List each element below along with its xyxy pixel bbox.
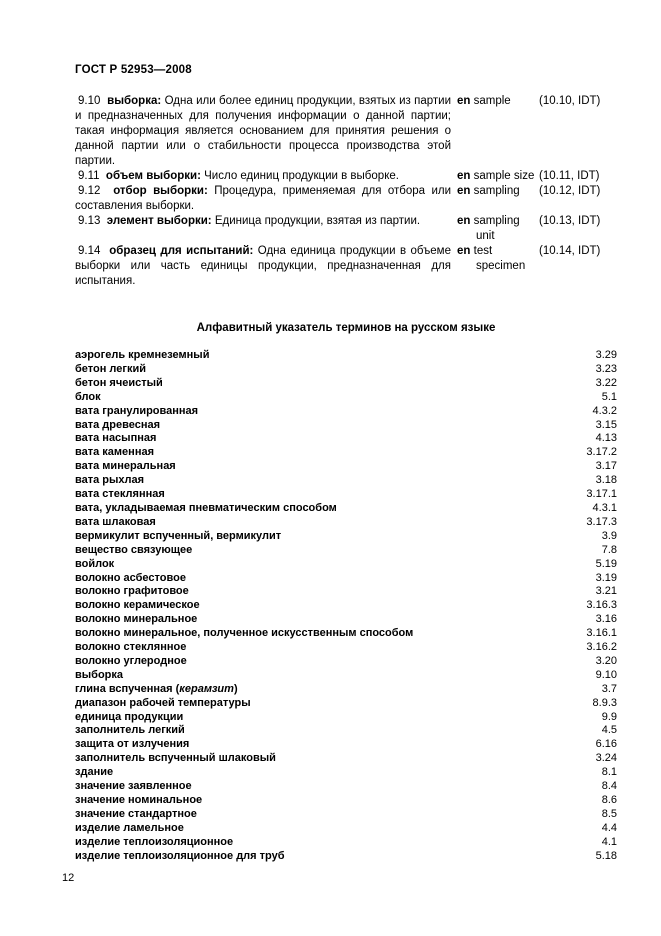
english-term: sampling unit (473, 215, 520, 242)
index-entry-row (75, 780, 617, 794)
index-term: вермикулит вспученный, вермикулит (75, 529, 282, 542)
index-term: глина вспученная (керамзит) (75, 682, 238, 695)
definition-number: 9.14 (78, 245, 101, 257)
index-entry-row (75, 627, 617, 641)
index-term: вата стеклянная (75, 488, 165, 501)
definition-text (75, 244, 451, 289)
index-entry-row (75, 377, 617, 391)
index-section-number: 3.20 (595, 654, 617, 667)
definition-idt-reference: (10.13, IDT) (539, 215, 601, 227)
definition-term: выборка: (107, 95, 162, 107)
index-term: значение номинальное (75, 794, 203, 806)
index-entry-row (75, 558, 617, 572)
index-term: бетон ячеистый (75, 376, 163, 389)
definition-row (75, 184, 617, 214)
index-term: вата гранулированная (75, 404, 199, 417)
page-number: 12 (62, 871, 75, 884)
definition-number: 9.12 (78, 185, 101, 197)
index-section-number: 6.16 (595, 738, 617, 751)
index-term: вещество связующее (75, 543, 193, 556)
en-language-label: en (457, 245, 471, 257)
en-language-label: en (457, 215, 471, 227)
index-entry-row (75, 530, 617, 544)
index-section-number: 5.18 (595, 849, 617, 862)
english-term: sample size (473, 170, 535, 182)
definition-idt-reference: (10.11, IDT) (539, 170, 600, 182)
index-entry-row (75, 474, 617, 488)
index-term: вата минеральная (75, 460, 176, 473)
index-term: изделие теплоизоляционное для труб (75, 849, 285, 862)
index-section-number: 5.1 (601, 390, 617, 403)
definition-body: Число единиц продукции в выборке. (204, 170, 399, 182)
index-section-number: 4.3.2 (592, 404, 617, 417)
definition-term: объем выборки: (105, 170, 201, 182)
index-section-number: 3.18 (595, 474, 617, 487)
definition-body: Процедура, применяемая для отбора или составления выборки. (75, 185, 452, 212)
index-section-number: 3.17 (595, 460, 617, 473)
index-term: волокно углеродное (75, 654, 187, 667)
definition-body: Одна единица продукции в объеме выборки или часть единицы продукции, предназначенная для испытания. (75, 245, 451, 287)
definition-row (75, 214, 617, 244)
index-term: здание (75, 766, 114, 779)
index-section-number: 3.21 (595, 585, 617, 598)
definition-english-term (457, 169, 539, 184)
index-term: изделие ламельное (75, 821, 184, 834)
index-section-number: 3.17.3 (586, 515, 617, 528)
index-entry-row (75, 363, 617, 377)
index-section-number: 8.9.3 (592, 696, 617, 709)
definition-term: отбор выборки: (113, 185, 208, 197)
index-section-number: 3.29 (595, 349, 617, 361)
index-section (75, 349, 617, 864)
definition-term: образец для испытаний: (109, 245, 254, 257)
index-term: вата рыхлая (75, 474, 145, 487)
index-term: волокно стеклянное (75, 641, 187, 654)
index-section-number: 9.10 (595, 668, 617, 681)
index-section-number: 4.13 (595, 432, 617, 445)
index-entry-row (75, 572, 617, 586)
index-section-number: 3.16.3 (586, 599, 617, 612)
definition-text (75, 184, 451, 214)
index-section-number: 3.19 (595, 571, 617, 584)
definition-english-term (457, 244, 539, 274)
index-term: аэрогель кремнеземный (75, 349, 210, 361)
index-term: вата шлаковая (75, 515, 156, 528)
english-term: sampling (473, 185, 520, 197)
definition-row (75, 94, 617, 169)
definition-text (75, 94, 451, 169)
definition-row (75, 169, 617, 184)
en-language-label: en (457, 95, 471, 107)
index-section-number: 3.22 (595, 376, 617, 389)
index-section-number: 7.8 (601, 543, 617, 556)
en-language-label: en (457, 185, 471, 197)
definition-body: Единица продукции, взятая из партии. (214, 215, 421, 227)
index-entry-row (75, 794, 617, 808)
index-section-number: 3.17.1 (586, 488, 617, 501)
index-entry-row (75, 697, 617, 711)
index-term: волокно минеральное, полученное искусственным способом (75, 627, 414, 640)
definition-number: 9.10 (78, 95, 101, 107)
index-term: вата насыпная (75, 432, 157, 445)
index-section-number: 4.1 (601, 835, 617, 848)
index-term: заполнитель вспученный шлаковый (75, 752, 276, 765)
index-entry-row (75, 766, 617, 780)
definition-number: 9.13 (78, 215, 101, 227)
definition-term: элемент выборки: (106, 215, 212, 227)
index-term: единица продукции (75, 710, 184, 723)
index-entry-row (75, 405, 617, 419)
index-entry-row (75, 669, 617, 683)
index-term: заполнитель легкий (75, 724, 185, 737)
index-term: волокно асбестовое (75, 571, 186, 584)
index-section-number: 3.15 (595, 418, 617, 431)
index-entry-row (75, 850, 617, 864)
index-section-number: 4.3.1 (592, 501, 617, 514)
index-section-number: 5.19 (595, 557, 617, 570)
index-entry-row (75, 502, 617, 516)
index-section-number: 4.5 (601, 724, 617, 737)
index-title: Алфавитный указатель терминов на русском языке (196, 322, 496, 334)
index-section-number: 8.6 (601, 794, 617, 806)
index-entry-row (75, 808, 617, 822)
definition-english-term (457, 94, 539, 109)
definition-row (75, 244, 617, 289)
index-entry-row (75, 752, 617, 766)
index-term: изделие теплоизоляционное (75, 835, 234, 848)
index-section-number: 3.16 (595, 613, 617, 626)
index-term: блок (75, 390, 101, 403)
index-term: диапазон рабочей температуры (75, 696, 251, 709)
english-term: test specimen (473, 245, 526, 272)
index-section-number: 3.7 (601, 682, 617, 695)
index-section-number: 8.4 (601, 780, 617, 793)
index-entry-row (75, 391, 617, 405)
index-entry-row (75, 724, 617, 738)
index-entry-row (75, 544, 617, 558)
index-section-number: 3.16.1 (586, 627, 617, 640)
index-entry-row (75, 655, 617, 669)
index-entry-row (75, 711, 617, 725)
definition-idt-reference: (10.12, IDT) (539, 185, 601, 197)
index-term: вата древесная (75, 418, 161, 431)
index-entry-row (75, 641, 617, 655)
en-language-label: en (457, 170, 471, 182)
index-term: значение заявленное (75, 780, 192, 793)
index-term: войлок (75, 557, 115, 570)
index-entry-row (75, 836, 617, 850)
index-section-number: 3.9 (601, 529, 617, 542)
page-content (62, 63, 617, 886)
index-section-number: 8.5 (601, 807, 617, 820)
english-term: sample (473, 95, 511, 107)
index-term: волокно керамическое (75, 599, 200, 612)
definitions-section (75, 94, 617, 289)
index-entry-row (75, 432, 617, 446)
index-term: выборка (75, 668, 124, 681)
index-entry-row (75, 738, 617, 752)
definition-number: 9.11 (78, 170, 100, 182)
definition-body: Одна или более единиц продукции, взятых из партии и предназначенных для получения информации о данной партии; такая информация является основанием для принятия решения о данной партии или о стабильности процесса производства этой партии. (75, 95, 452, 167)
index-entry-row (75, 613, 617, 627)
index-term: защита от излучения (75, 738, 190, 751)
index-section-number: 3.23 (595, 362, 617, 375)
index-entry-row (75, 599, 617, 613)
definition-idt-reference: (10.14, IDT) (539, 245, 601, 257)
index-section-number: 3.24 (595, 752, 617, 765)
index-entry-row (75, 446, 617, 460)
index-section-number: 4.4 (601, 821, 617, 834)
index-entry-row (75, 585, 617, 599)
definition-idt-reference: (10.10, IDT) (539, 95, 601, 107)
index-entry-row (75, 460, 617, 474)
definition-text (75, 169, 451, 184)
index-term: волокно графитовое (75, 585, 189, 598)
index-entry-row (75, 349, 617, 363)
index-section-number: 3.17.2 (586, 446, 617, 459)
index-term: бетон легкий (75, 362, 147, 375)
index-term: вата каменная (75, 446, 154, 459)
index-term: значение стандартное (75, 807, 197, 820)
index-entry-row (75, 516, 617, 530)
definition-text (75, 214, 451, 229)
definition-english-term (457, 184, 539, 199)
index-entry-row (75, 683, 617, 697)
index-section-number: 3.16.2 (586, 641, 617, 654)
doc-code-header: ГОСТ Р 52953—2008 (75, 64, 192, 76)
index-entry-row (75, 488, 617, 502)
index-term: вата, укладываемая пневматическим способом (75, 501, 337, 514)
index-entry-row (75, 419, 617, 433)
index-section-number: 8.1 (601, 766, 617, 779)
definition-english-term (457, 214, 539, 244)
index-section-number: 9.9 (601, 710, 617, 723)
index-entry-row (75, 822, 617, 836)
index-term: волокно минеральное (75, 613, 198, 626)
